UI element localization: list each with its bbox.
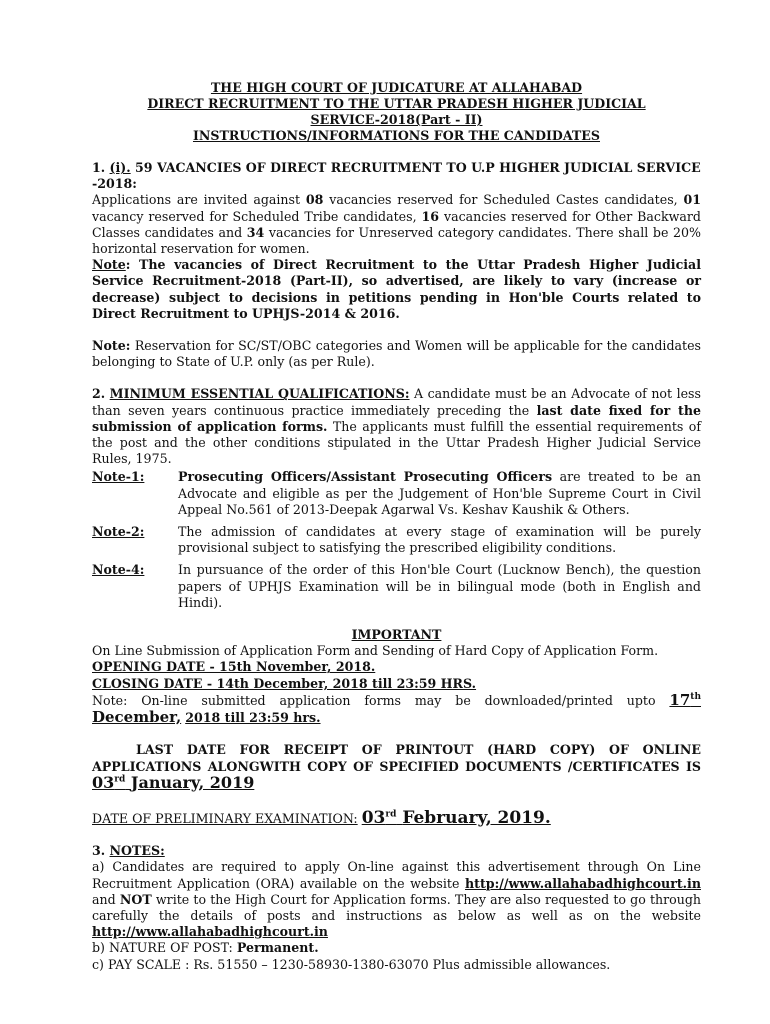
vacancy-note-text: : The vacancies of Direct Recruitment to the Uttar Pradesh Higher Judicial Service Recruitment-2018 (Part-II), so advertised, are likely to vary (increase or decrease) subject to decisions in petitions pending in Hon'ble Courts related to Direct Recruitment to UPHJS-2014 & 2016. — [92, 257, 701, 321]
last-date-text: LAST DATE FOR RECEIPT OF PRINTOUT (HARD COPY) OF ONLINE APPLICATIONS ALONGWITH COPY OF SPECIFIED DOCUMENTS /CERTIFICATES IS — [92, 742, 701, 774]
section-2-number: 2. — [92, 386, 106, 402]
reservation-note-label: Note: — [92, 338, 131, 354]
sc-count: 08 — [305, 192, 324, 208]
st-count: 01 — [683, 192, 702, 208]
last-day: 03 — [92, 772, 115, 792]
opening-date: OPENING DATE - 15th November, 2018. — [92, 659, 376, 675]
section-1 — [92, 160, 701, 370]
vacancy-note — [92, 257, 701, 322]
reservation-note — [92, 338, 701, 370]
last-day-suffix: rd — [114, 774, 126, 785]
website-link-2[interactable]: http://www.allahabadhighcourt.in — [92, 924, 328, 940]
pay-scale: c) PAY SCALE : Rs. 51550 – 1230-58930-1380-63070 Plus admissible allowances. — [92, 956, 611, 972]
qualification-text-1: A candidate must be an Advocate of not less than seven years continuous practice immediately preceding the — [92, 386, 701, 418]
ur-count: 34 — [246, 224, 265, 240]
note-2-text: The admission of candidates at every stage of examination will be purely provisional subject to satisfying the prescribed eligibility conditions. — [178, 524, 701, 556]
prelim-date-rest: February, 2019. — [402, 807, 551, 828]
notes-a-text-2: write to the High Court for Application forms. They are also requested to go through carefully the details of posts and instructions as below as well as on the website — [92, 891, 701, 923]
notes-a-and: and — [92, 891, 116, 907]
vacancy-text-1: Applications are invited against — [92, 192, 301, 208]
note-2-label: Note-2: — [92, 524, 145, 540]
download-date-rest: 2018 till 23:59 hrs. — [185, 710, 321, 726]
section-2-title: MINIMUM ESSENTIAL QUALIFICATIONS: — [109, 386, 410, 402]
download-month: December, — [92, 708, 182, 727]
title-line-2: DIRECT RECRUITMENT TO THE UTTAR PRADESH HIGHER JUDICIAL — [147, 96, 646, 111]
last-date-paragraph — [92, 742, 701, 792]
important-heading: IMPORTANT — [351, 627, 442, 643]
note-1-text — [178, 469, 701, 518]
note-1-body: are treated to be an Advocate and eligible as per the Judgement of Hon'ble Supreme Court in Civil Appeal No.561 of 2013-Deepak Agarwal Vs. Keshav Kaushik & Others. — [178, 469, 701, 517]
title-line-3: SERVICE-2018(Part - II) — [310, 112, 483, 127]
closing-date: CLOSING DATE - 14th December, 2018 till 23:59 HRS. — [92, 675, 477, 691]
section-3-title: NOTES: — [109, 843, 165, 859]
obc-count: 16 — [421, 208, 440, 224]
notes-a-text-1: a) Candidates are required to apply On-line against this advertisement through On Line Recruitment Application (ORA) available on the website — [92, 859, 701, 891]
download-day: 17 — [669, 690, 691, 709]
vacancy-paragraph — [92, 192, 701, 257]
section-2 — [92, 386, 701, 611]
note-2-row — [92, 524, 701, 556]
vacancy-text-4: vacancies reserved for Other Backward Classes candidates and — [92, 208, 701, 240]
nature-of-post-value: Permanent. — [236, 940, 319, 956]
prelim-day: 03 — [361, 807, 386, 828]
section-1-number: 1. — [92, 160, 106, 175]
vacancy-text-2: vacancies reserved for Scheduled Castes candidates, — [329, 192, 678, 208]
prelim-label: DATE OF PRELIMINARY EXAMINATION: — [92, 810, 358, 826]
download-note — [92, 692, 701, 726]
nature-of-post-label: b) NATURE OF POST: — [92, 940, 233, 956]
qualification-bold-text: last date fixed for the submission of application forms. — [92, 402, 702, 434]
note-1-label: Note-1: — [92, 469, 145, 485]
note-4-row — [92, 562, 701, 611]
note-4-label: Note-4: — [92, 562, 145, 578]
title-line-4: INSTRUCTIONS/INFORMATIONS FOR THE CANDIDATES — [192, 128, 600, 143]
last-date-rest: January, 2019 — [130, 772, 255, 792]
nature-of-post — [92, 940, 701, 956]
section-3-number: 3. — [92, 843, 106, 859]
note-4-text: In pursuance of the order of this Hon'ble Court (Lucknow Bench), the question papers of UPHJS Examination will be in bilingual mode (both in English and Hindi). — [178, 562, 701, 610]
important-section — [92, 627, 701, 827]
vacancy-text-3: vacancy reserved for Scheduled Tribe candidates, — [92, 208, 417, 224]
important-line-1: On Line Submission of Application Form and Sending of Hard Copy of Application Form. — [92, 643, 659, 659]
qualification-paragraph — [92, 386, 701, 467]
section-1-heading — [92, 160, 701, 192]
section-3-heading — [92, 843, 701, 859]
section-1-sub-number: (i). — [109, 160, 131, 175]
vacancy-text-5: vacancies for Unreserved category candidates. There shall be 20% horizontal reservation for women. — [92, 224, 701, 257]
prelim-day-suffix: rd — [385, 809, 397, 820]
section-1-title: 59 VACANCIES OF DIRECT RECRUITMENT TO U.P HIGHER JUDICIAL SERVICE -2018: — [92, 160, 701, 192]
qualification-text-2: The applicants must fulfill the essential requirements of the post and the other conditions stipulated in the Uttar Pradesh Higher Judicial Service Rules, 1975. — [92, 418, 701, 467]
prelim-date-line — [92, 807, 701, 828]
document-page — [92, 80, 701, 973]
title-line-1: THE HIGH COURT OF JUDICATURE AT ALLAHABAD — [210, 80, 583, 95]
notes-a-not: NOT — [119, 891, 152, 907]
website-link-1[interactable]: http://www.allahabadhighcourt.in — [465, 875, 701, 891]
vacancy-note-label: Note — [92, 257, 126, 273]
note-1-bold: Prosecuting Officers/Assistant Prosecuting Officers — [178, 469, 553, 485]
section-3 — [92, 843, 701, 973]
notes-paragraph-a — [92, 859, 701, 940]
download-day-suffix: th — [690, 691, 701, 702]
note-1-row — [92, 469, 701, 518]
download-note-text: Note: On-line submitted application forms may be downloaded/printed upto — [92, 692, 656, 708]
reservation-note-text: Reservation for SC/ST/OBC categories and Women will be applicable for the candidates belonging to State of U.P. only (as per Rule). — [92, 338, 701, 370]
